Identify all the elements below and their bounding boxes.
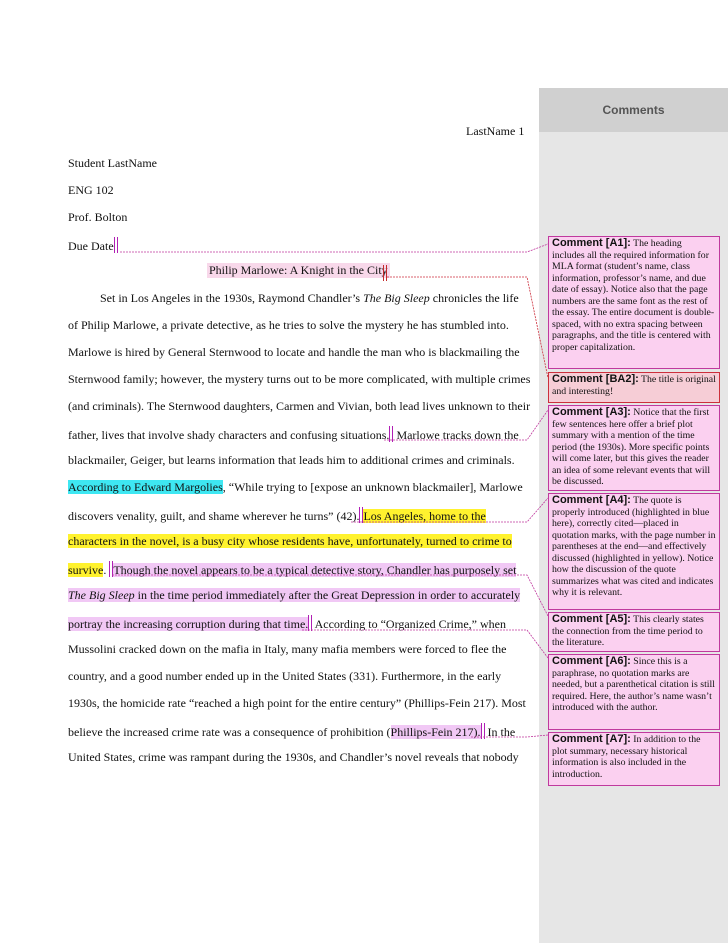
comment-anchor-ba2[interactable]	[383, 265, 387, 281]
body-line-13	[68, 615, 506, 632]
body-text: Set in Los Angeles in the 1930s, Raymond Chandler’s	[100, 291, 364, 305]
due-date: Due Date	[68, 239, 114, 253]
body-text: In the	[484, 725, 516, 739]
comment-a7[interactable]	[548, 732, 720, 786]
comment-text: The heading includes all the required information for MLA format (student’s name, class information, professor’s name, and due date of essay). Notice also that the page numbers are the same font as the rest of the essay. The entire document is double-spaced, with no extra spacing between paragraphs, and the title is centered with proper capitalization.	[552, 238, 715, 353]
comment-anchor-a3[interactable]	[389, 426, 393, 442]
body-line-18: United States, crime was rampant during the 1930s, and Chandler’s novel reveals that nobody	[68, 750, 519, 764]
quote-intro-highlight: According to Edward Margolies	[68, 480, 223, 494]
comment-text: Since this is a paraphrase, no quotation marks are needed, but a parenthetical citation is still required. Here, the author’s name wasn’t introduced with the author.	[552, 656, 715, 713]
body-line-6	[68, 426, 519, 443]
body-line-9	[68, 507, 503, 524]
body-line-17	[68, 723, 516, 740]
body-text: father, lives that involve shady characters and confusing situations.	[68, 428, 390, 442]
body-line-1	[100, 291, 535, 306]
comment-ba2[interactable]	[548, 372, 720, 403]
comment-a4[interactable]	[548, 493, 720, 610]
comment-a3[interactable]	[548, 405, 720, 491]
comment-anchor-a1[interactable]	[114, 237, 118, 253]
connection-highlight: in the time period immediately after the Great Depression in order to accurately	[134, 588, 521, 602]
due-date-line	[68, 237, 118, 254]
running-head: LastName 1	[466, 124, 525, 138]
body-line-3: Marlowe is hired by General Sternwood to locate and handle the man who is blackmailing the	[68, 345, 520, 359]
body-text: chronicles the life	[429, 291, 519, 305]
citation-highlight: Phillips-Fein 217).	[390, 725, 481, 739]
connection-highlight: The Big Sleep	[68, 588, 135, 602]
comment-tag: Comment [A4]:	[552, 494, 631, 506]
body-text: discovers venality, guilt, and shame wherever he turns” (42).	[68, 509, 360, 523]
body-line-4: Sternwood family; however, the mystery turns out to be more complicated, with multiple crimes	[68, 372, 531, 386]
comments-pane-header: Comments	[539, 88, 728, 132]
body-line-15: country, and a good number ended up in the United States (331). Furthermore, in the early	[68, 669, 502, 683]
comment-tag: Comment [A3]:	[552, 406, 631, 418]
body-line-16: 1930s, the homicide rate “reached a high point for the entire century” (Phillips-Fein 217). Most	[68, 696, 526, 710]
comment-tag: Comment [A7]:	[552, 733, 631, 745]
professor-name: Prof. Bolton	[68, 210, 128, 224]
comment-tag: Comment [A5]:	[552, 613, 631, 625]
body-line-7: blackmailer, Geiger, but learns information that leads him to additional crimes and criminals.	[68, 453, 515, 467]
comment-a6[interactable]	[548, 654, 720, 730]
body-text: , “While trying to [expose an unknown blackmailer], Marlowe	[222, 480, 523, 494]
comment-tag: Comment [A6]:	[552, 655, 631, 667]
body-text: According to “Organized Crime,” when	[312, 617, 506, 631]
student-name: Student LastName	[68, 156, 157, 170]
comment-a5[interactable]	[548, 612, 720, 652]
course-name: ENG 102	[68, 183, 114, 197]
body-line-12	[68, 588, 521, 603]
discussion-highlight: Los Angeles, home to the	[363, 509, 486, 523]
comment-tag: Comment [A1]:	[552, 237, 631, 249]
comment-text: The title is original and interesting!	[552, 374, 716, 397]
comment-tag: Comment [BA2]:	[552, 373, 639, 385]
body-text: .	[103, 563, 110, 577]
connection-highlight: portray the increasing corruption during that time.	[68, 617, 309, 631]
body-text: Marlowe tracks down the	[396, 428, 519, 442]
comment-text: In addition to the plot summary, necessary historical information is also included in the introduction.	[552, 734, 701, 780]
essay-title	[207, 263, 390, 278]
body-line-5: (and criminals). The Sternwood daughters, Carmen and Vivian, both lead lives unknown to their	[68, 399, 531, 413]
body-line-11	[68, 561, 517, 578]
discussion-highlight: survive	[68, 563, 104, 577]
connection-highlight: Though the novel appears to be a typical detective story, Chandler has purposely set	[113, 563, 517, 577]
comment-a1[interactable]	[548, 236, 720, 369]
body-line-14: Mussolini cracked down on the mafia in Italy, many mafia members were forced to flee the	[68, 642, 507, 656]
body-text: believe the increased crime rate was a consequence of prohibition (	[68, 725, 391, 739]
comment-text: This clearly states the connection from the time period to the literature.	[552, 614, 704, 648]
book-title-italic: The Big Sleep	[363, 291, 430, 305]
comment-text: Notice that the first few sentences here offer a brief plot summary with a mention of the time period (the 1930s). More specific points will come later, but this gives the reader an idea of some relevant events that will be discussed.	[552, 407, 711, 487]
body-line-10	[68, 534, 512, 549]
discussion-highlight: characters in the novel, is a busy city whose residents have, unfortunately, turned to crime to	[68, 534, 512, 548]
essay-title-text: Philip Marlowe: A Knight in the City	[209, 263, 388, 277]
comment-text: The quote is properly introduced (highlighted in blue here), correctly cited—placed in quotation marks, with the page number in parentheses at the end—and effectively discussed (highlighted in yellow). Notice how the discussion of the quote summarizes what was cited and indicates why it is relevant.	[552, 495, 716, 598]
body-line-8	[68, 480, 523, 495]
body-line-2: of Philip Marlowe, a private detective, as he tries to solve the mystery he has stumbled into.	[68, 318, 509, 332]
